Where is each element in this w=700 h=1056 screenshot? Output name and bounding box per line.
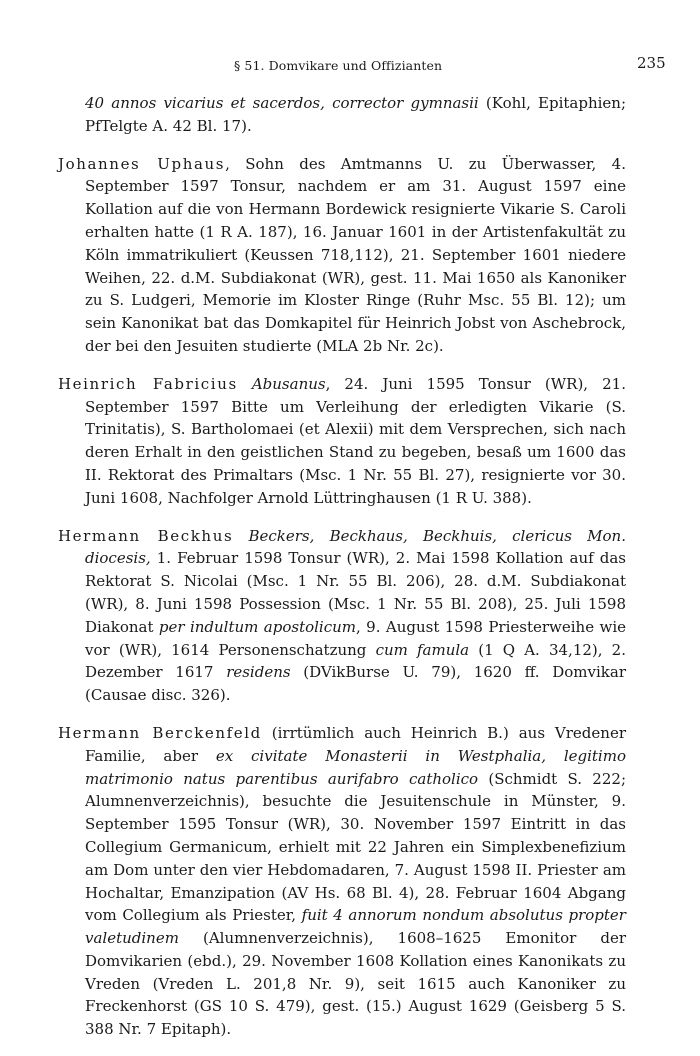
entry-text: , 24. Juni 1595 Tonsur (WR), 21. September 1597 Bitte um Verleihung der erledigten Vikarie (S. Trinitatis), S. Bartholomaei (et Alexii) mit dem Versprechen, sich nach deren Erhalt in den geistlichen Stand zu begeben, besaß um 1600 das II. Rektorat des Primaltars (Msc. 1 Nr. 55 Bl. 27), resignierte vor 30. Juni 1608, Nachfolger Arnold Lüttringhausen (1 R U. 388). — [85, 374, 626, 507]
entry-name: Johannes Uphaus — [58, 154, 226, 173]
entry-name: Heinrich Fabricius — [58, 374, 238, 393]
entry-text: , 9. August 1598 Priesterweihe wie vor (WR), 1614 Personenschatzung — [85, 617, 627, 659]
page-number: 235 — [637, 54, 666, 72]
entry-text: (Alumnenverzeichnis), 1608–1625 Emonitor der Domvikarien (ebd.), 29. November 1608 Kollation eines Kanonikats zu Vreden (Vreden L. 201,8 Nr. 9), seit 1615 auch Kanoniker zu Freckenhorst (GS 10 S. 479), gest. (15.) August 1629 (Geisberg 5 S. 388 Nr. 7 Epitaph). — [85, 929, 626, 1039]
entry-latin: fuit 4 annorum nondum absolutus propter valetudinem — [85, 906, 626, 948]
entry-latin: cum famula — [375, 640, 470, 659]
entry-text: 1. Februar 1598 Tonsur (WR), 2. Mai 1598 Kollation auf das Rektorat S. Nicolai (Msc. 1 Nr. 55 Bl. 206), 28. d.M. Subdiakonat (WR), 8. Juni 1598 Possession (Msc. 1 Nr. 55 Bl. 208), 25. Juli 1598 Diakonat — [85, 549, 626, 636]
entry-latin: residens — [226, 663, 291, 682]
intro-latin-quote: 40 annos vicarius et sacerdos, corrector gymnasii — [85, 94, 479, 112]
entry-text: (1 Q A. 34,12), 2. Dezember 1617 — [85, 640, 626, 682]
entry-hermann-berckenfeld — [58, 722, 626, 1041]
entry-text: (irrtümlich auch Heinrich B.) aus Vredener Familie, aber — [85, 723, 626, 765]
entry-latin: per indultum apostolicum — [158, 617, 357, 636]
entry-name: Hermann Beckhus — [58, 526, 234, 545]
entry-latin: ex civitate Monasterii in Westphalia, legitimo matrimonio natus parentibus aurifabro catholico — [85, 746, 626, 788]
entry-text: , Sohn des Amtmanns U. zu Überwasser, 4. September 1597 Tonsur, nachdem er am 31. August 1597 eine Kollation auf die von Hermann Bordewick resignierte Vikarie S. Caroli erhalten hatte (1 R A. 187), 16. Januar 1601 in der Artistenfakultät zu Köln immatrikuliert (Keussen 718,112), 21. September 1601 niedere Weihen, 22. d.M. Subdiakonat (WR), gest. 11. Mai 1650 als Kanoniker zu S. Ludgeri, Memorie im Kloster Ringe (Ruhr Msc. 55 Bl. 12); um sein Kanonikat bat das Domkapitel für Heinrich Jobst von Aschebrock, der bei den Jesuiten studierte (MLA 2b Nr. 2c). — [85, 154, 626, 355]
entry-text: (DVikBurse U. 79), 1620 ff. Domvikar (Causae disc. 326). — [85, 663, 626, 705]
entry-text — [238, 375, 252, 393]
intro-citation: (Kohl, Epitaphien; PfTelgte A. 42 Bl. 17). — [85, 94, 626, 135]
entry-johannes-uphaus — [58, 153, 626, 358]
entry-hermann-beckhus — [58, 525, 626, 707]
entry-text: (Schmidt S. 222; Alumnenverzeichnis), besuchte die Jesuitenschule in Münster, 9. September 1595 Tonsur (WR), 30. November 1597 Eintritt in das Collegium Germanicum, erhielt mit 22 Jahren ein Simplexbenefizium am Dom unter den vier Hebdomadaren, 7. August 1598 II. Priester am Hochaltar, Emanzipation (AV Hs. 68 Bl. 4), 28. Februar 1604 Abgang vom Collegium als Priester, — [85, 769, 626, 925]
entry-latin: Abusanus — [251, 374, 326, 393]
entry-name: Hermann Berckenfeld — [58, 723, 262, 742]
entry-heinrich-fabricius — [58, 373, 626, 510]
intro-paragraph — [85, 92, 626, 138]
entry-text — [233, 527, 248, 545]
entry-latin: Beckers, Beckhaus, Beckhuis, clericus Mon. diocesis, — [85, 526, 626, 568]
page-body — [58, 92, 626, 1056]
running-title: § 51. Domvikare und Offizianten — [234, 58, 443, 73]
